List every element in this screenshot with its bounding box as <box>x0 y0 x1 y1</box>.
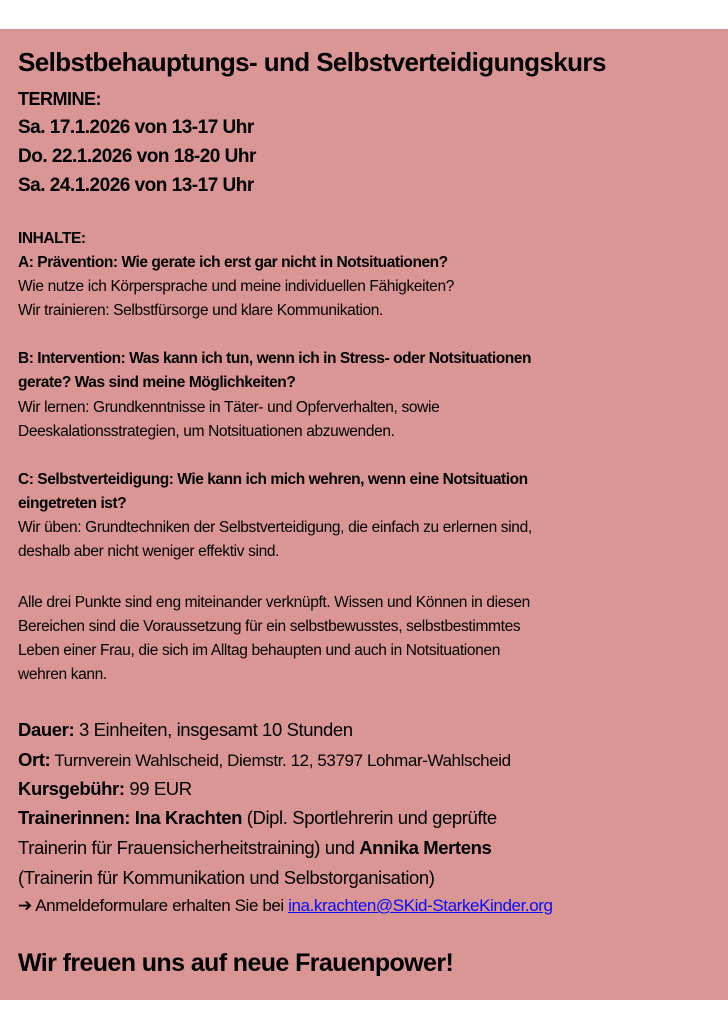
trainer-row-cont <box>18 837 491 859</box>
dauer-value: 3 Einheiten, insgesamt 10 Stunden <box>74 719 353 740</box>
ort-label: Ort: <box>18 749 51 770</box>
trainer-row <box>18 807 497 829</box>
termin-date-1: Sa. 17.1.2026 von 13-17 Uhr <box>18 117 254 138</box>
flyer-title: Selbstbehauptungs- und Selbstverteidigungskurs <box>18 47 606 77</box>
termin-date-2: Do. 22.1.2026 von 18-20 Uhr <box>18 146 256 167</box>
summary-line: Alle drei Punkte sind eng miteinander verknüpft. Wissen und Können in diesen <box>18 594 530 611</box>
inhalte-label: INHALTE: <box>18 230 86 247</box>
section-c-body-line: deshalb aber nicht weniger effektiv sind. <box>18 543 280 560</box>
closing-slogan: Wir freuen uns auf neue Frauenpower! <box>18 949 454 977</box>
trainer-label: Trainerinnen: <box>18 807 135 828</box>
summary-line: Leben einer Frau, die sich im Alltag behaupten und auch in Notsituationen <box>18 642 500 659</box>
summary-line: wehren kann. <box>18 666 107 683</box>
registration-email-link[interactable]: ina.krachten@SKid-StarkeKinder.org <box>288 896 553 915</box>
trainer-2-name: Annika Mertens <box>359 837 492 858</box>
flyer-page <box>0 29 728 1000</box>
ort-row <box>18 749 511 771</box>
termine-label: TERMINE: <box>18 89 101 109</box>
dauer-label: Dauer: <box>18 719 75 740</box>
trainer-1-name: Ina Krachten <box>134 807 242 828</box>
trainer-1-desc: (Dipl. Sportlehrerin und geprüfte <box>242 807 497 828</box>
section-b-body-line: Wir lernen: Grundkenntnisse in Täter- und Opferverhalten, sowie <box>18 399 440 416</box>
summary-line: Bereichen sind die Voraussetzung für ein selbstbewusstes, selbstbestimmtes <box>18 618 521 635</box>
section-b-heading: B: Intervention: Was kann ich tun, wenn ich in Stress- oder Notsituationen <box>18 350 531 367</box>
registration-text: Anmeldeformulare erhalten Sie bei <box>31 896 289 915</box>
section-c-body-line: Wir üben: Grundtechniken der Selbstverteidigung, die einfach zu erlernen sind, <box>18 519 532 536</box>
arrow-right-icon: ➔ <box>18 896 32 915</box>
section-b-heading-cont: gerate? Was sind meine Möglichkeiten? <box>18 374 296 391</box>
gebuehr-row <box>18 778 192 800</box>
ort-value: Turnverein Wahlscheid, Diemstr. 12, 53797 Lohmar-Wahlscheid <box>50 751 511 770</box>
trainer-1-desc-cont: Trainerin für Frauensicherheitstraining) und <box>18 837 360 858</box>
termin-date-3: Sa. 24.1.2026 von 13-17 Uhr <box>18 175 254 196</box>
trainer-2-desc: (Trainerin für Kommunikation und Selbstorganisation) <box>18 867 435 888</box>
section-c-heading-cont: eingetreten ist? <box>18 495 127 512</box>
dauer-row <box>18 719 353 741</box>
registration-row <box>18 896 553 916</box>
section-c-heading: C: Selbstverteidigung: Wie kann ich mich wehren, wenn eine Notsituation <box>18 471 528 488</box>
section-b-body-line: Deeskalationsstrategien, um Notsituationen abzuwenden. <box>18 423 395 440</box>
section-a-body-line: Wie nutze ich Körpersprache und meine individuellen Fähigkeiten? <box>18 278 454 295</box>
gebuehr-label: Kursgebühr: <box>18 778 125 799</box>
section-a-body-line: Wir trainieren: Selbstfürsorge und klare Kommunikation. <box>18 302 383 319</box>
section-a-heading: A: Prävention: Wie gerate ich erst gar nicht in Notsituationen? <box>18 254 448 271</box>
gebuehr-value: 99 EUR <box>124 778 192 799</box>
